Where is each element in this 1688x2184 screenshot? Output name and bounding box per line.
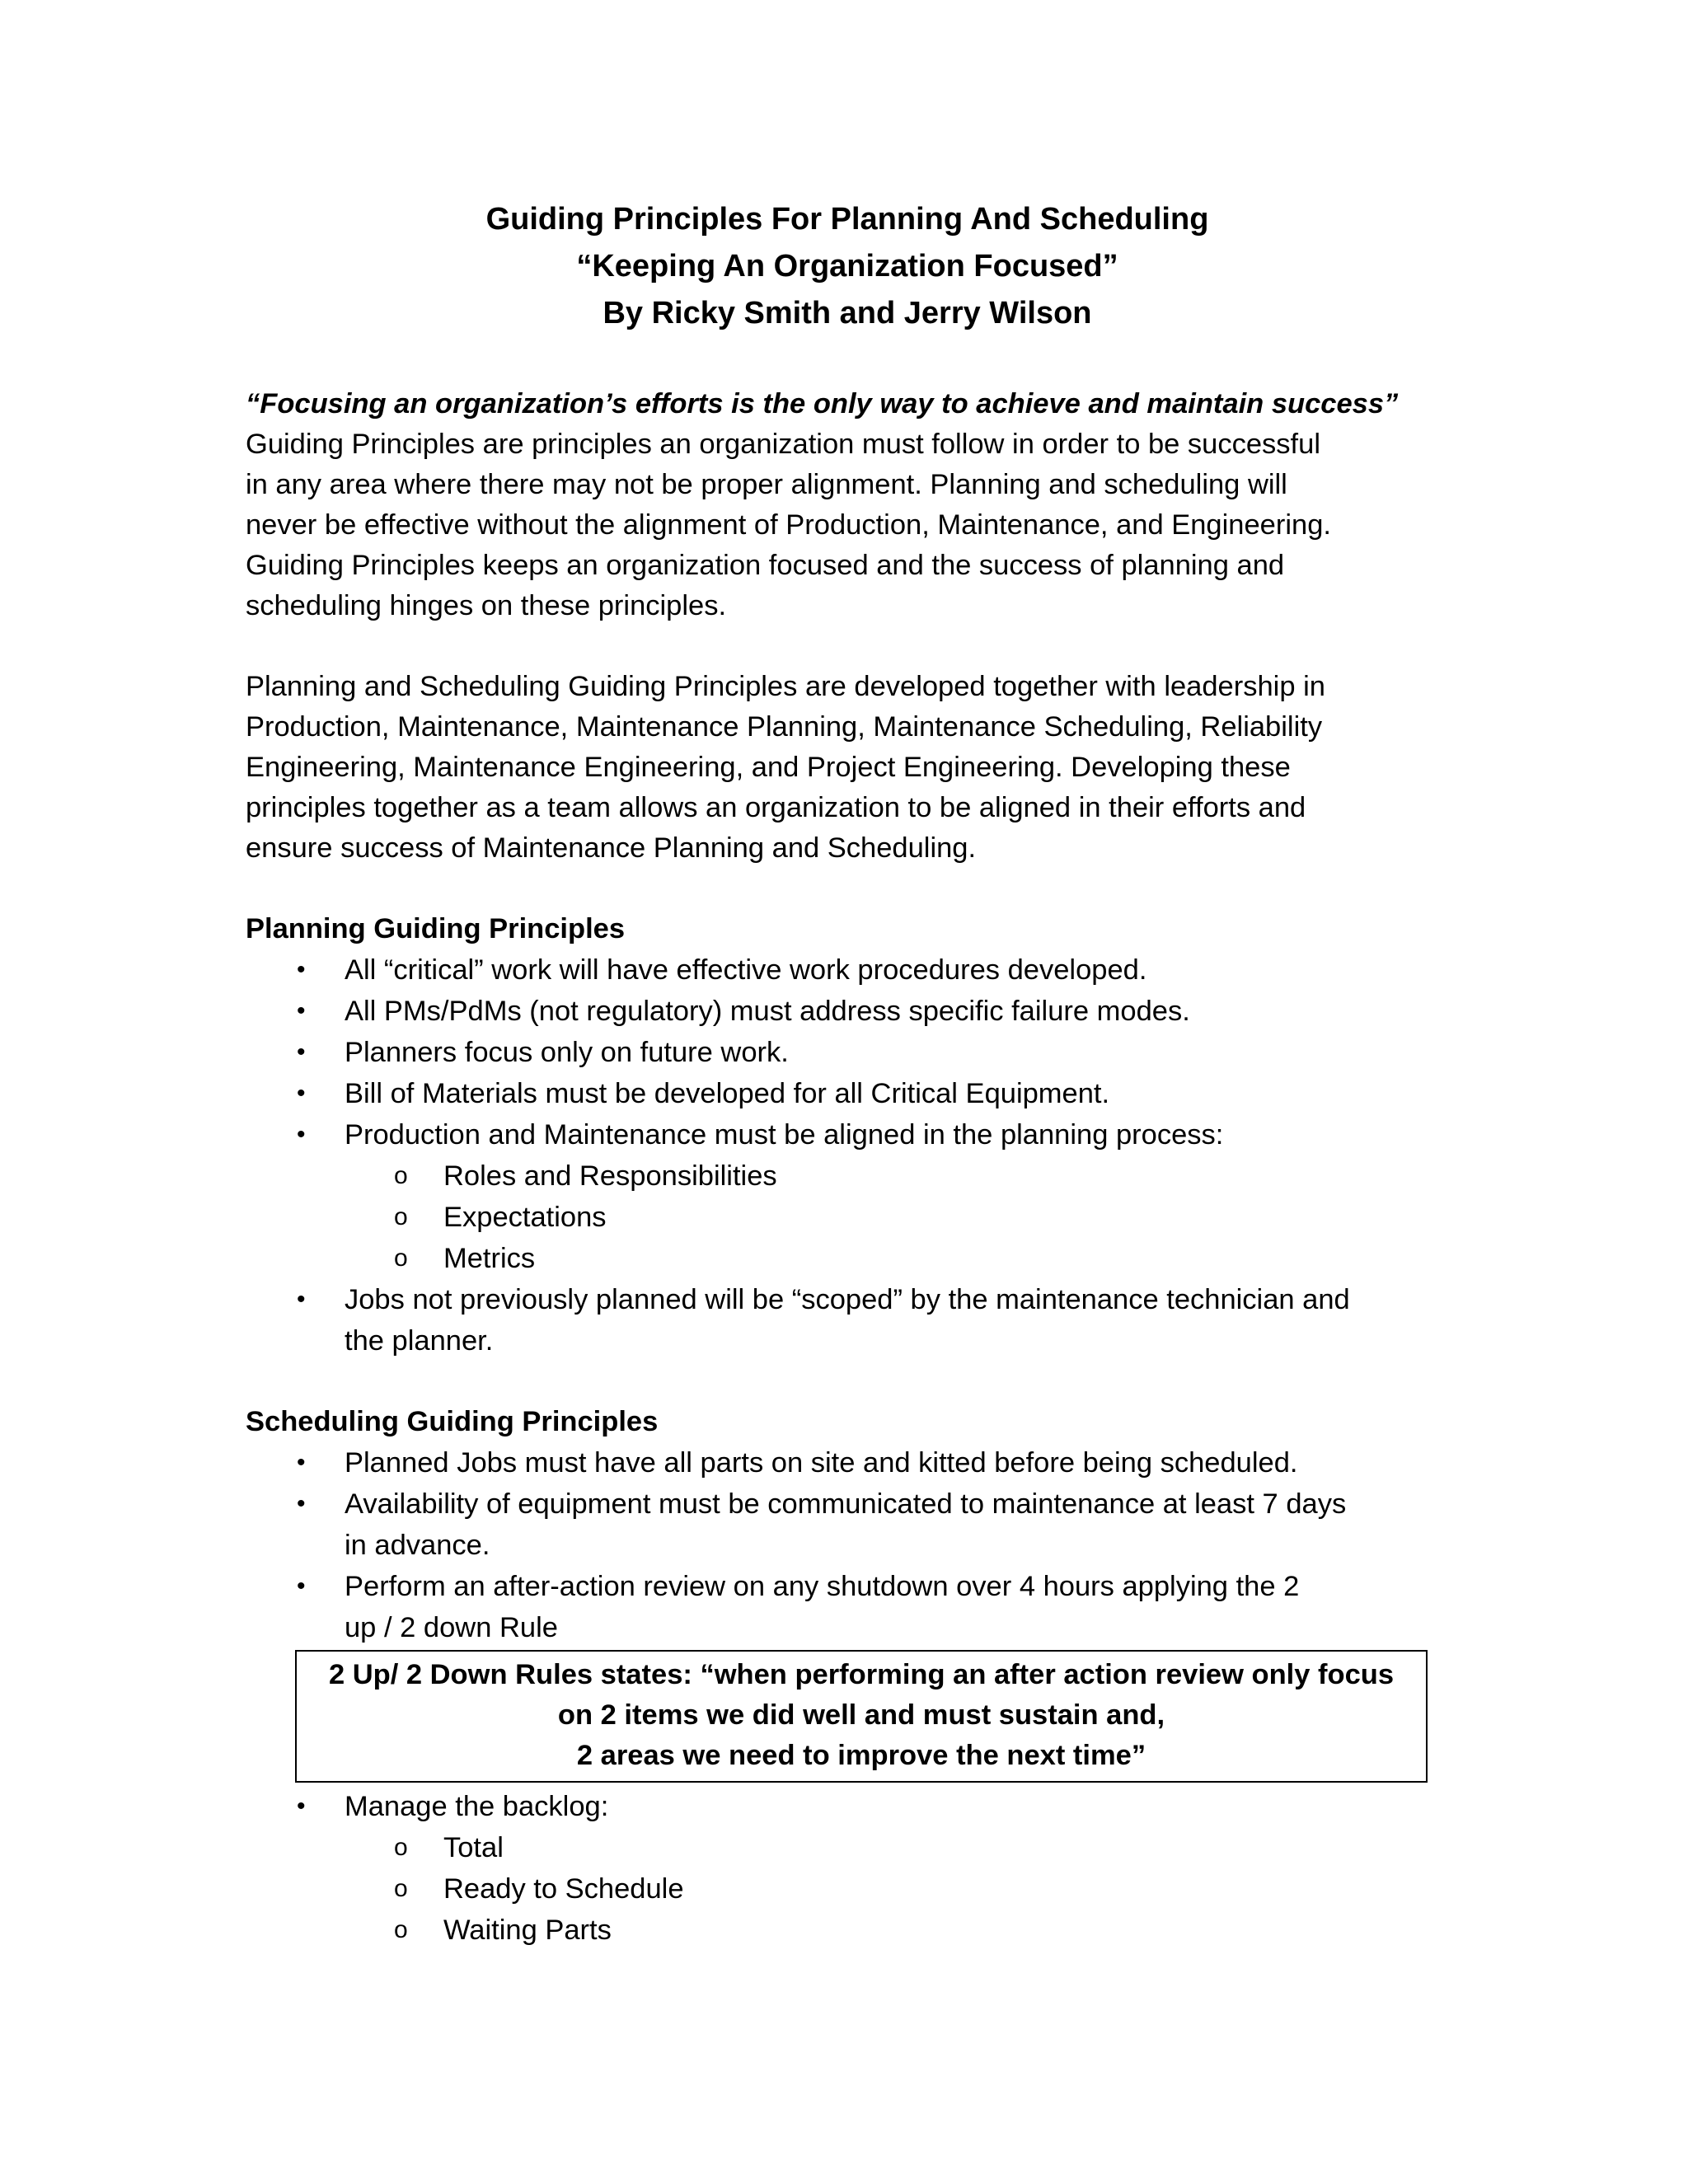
list-item-text: the planner. (345, 1325, 494, 1357)
bullet-icon: • (297, 1572, 306, 1600)
rule-line: on 2 items we did well and must sustain and, (557, 1699, 1165, 1731)
backlog-sub-list (345, 1827, 1449, 1951)
circle-bullet-icon: o (394, 1203, 408, 1230)
paragraph-line: principles together as a team allows an organization to be aligned in their efforts and (246, 792, 1306, 823)
paragraph-line: Planning and Scheduling Guiding Principles are developed together with leadership in (246, 671, 1325, 702)
list-item (246, 1786, 1449, 1827)
circle-bullet-icon: o (394, 1834, 408, 1861)
bullet-icon: • (297, 1449, 306, 1476)
bullet-icon: • (297, 1038, 306, 1066)
paragraph-line: in any area where there may not be proper alignment. Planning and scheduling will (246, 469, 1287, 500)
scheduling-heading: Scheduling Guiding Principles (246, 1406, 659, 1437)
paragraph-line: Engineering, Maintenance Engineering, and Project Engineering. Developing these (246, 752, 1291, 783)
list-item (246, 1114, 1449, 1155)
scheduling-list (246, 1442, 1449, 1648)
circle-bullet-icon: o (394, 1162, 408, 1189)
list-item-text: Planned Jobs must have all parts on site and kitted before being scheduled. (345, 1447, 1298, 1479)
paragraph-line: scheduling hinges on these principles. (246, 590, 727, 621)
list-item (246, 1483, 1449, 1566)
rule-line: 2 areas we need to improve the next time” (576, 1740, 1146, 1771)
list-item-text: up / 2 down Rule (345, 1612, 558, 1643)
list-item-text: Manage the backlog: (345, 1791, 609, 1822)
list-item (246, 1442, 1449, 1483)
sub-list-item-text: Expectations (443, 1202, 607, 1233)
sub-list-item-text: Waiting Parts (443, 1915, 612, 1946)
list-item-text: Perform an after-action review on any shutdown over 4 hours applying the 2 (345, 1571, 1300, 1602)
paragraph-line: never be effective without the alignment of Production, Maintenance, and Engineering. (246, 509, 1331, 541)
list-item-text: All PMs/PdMs (not regulatory) must address specific failure modes. (345, 996, 1190, 1027)
planning-sub-list (345, 1155, 1449, 1279)
planning-heading: Planning Guiding Principles (246, 913, 626, 944)
bullet-icon: • (297, 1490, 306, 1517)
bullet-icon: • (297, 1286, 306, 1313)
sub-list-item-text: Total (443, 1832, 504, 1863)
list-item (246, 949, 1449, 991)
bullet-icon: • (297, 1080, 306, 1107)
list-item-text: Availability of equipment must be communicated to maintenance at least 7 days (345, 1488, 1347, 1520)
sub-list-item-text: Ready to Schedule (443, 1873, 684, 1905)
paragraph-line: ensure success of Maintenance Planning and Scheduling. (246, 832, 977, 864)
sub-list-item (345, 1910, 1449, 1951)
list-item (246, 1279, 1449, 1361)
spacer (246, 626, 1449, 667)
planning-list (246, 949, 1449, 1361)
list-item (246, 1566, 1449, 1648)
bullet-icon: • (297, 1121, 306, 1148)
document-page (246, 196, 1449, 1951)
backlog-list (246, 1786, 1449, 1951)
sub-list-item (345, 1868, 1449, 1910)
paragraph-line: Guiding Principles keeps an organization focused and the success of planning and (246, 550, 1285, 581)
list-item (246, 1073, 1449, 1114)
list-item-text: Planners focus only on future work. (345, 1037, 789, 1068)
circle-bullet-icon: o (394, 1916, 408, 1943)
list-item-text: Bill of Materials must be developed for all Critical Equipment. (345, 1078, 1110, 1109)
document-subtitle: “Keeping An Organization Focused” (576, 249, 1118, 284)
title-block (246, 196, 1449, 337)
document-byline: By Ricky Smith and Jerry Wilson (603, 296, 1092, 330)
sub-list-item (345, 1197, 1449, 1238)
spacer (246, 869, 1449, 909)
sub-list-container (246, 1827, 1449, 1951)
list-item-text: in advance. (345, 1530, 490, 1561)
spacer (246, 1361, 1449, 1402)
list-item (246, 1032, 1449, 1073)
bullet-icon: • (297, 1793, 306, 1820)
list-item (246, 991, 1449, 1032)
circle-bullet-icon: o (394, 1875, 408, 1902)
circle-bullet-icon: o (394, 1244, 408, 1272)
rule-line: 2 Up/ 2 Down Rules states: “when performing an after action review only focus (328, 1659, 1395, 1690)
sub-list-item (345, 1155, 1449, 1197)
paragraph-line: Production, Maintenance, Maintenance Planning, Maintenance Scheduling, Reliability (246, 711, 1323, 743)
intro-quote: “Focusing an organization’s efforts is the only way to achieve and maintain success” (246, 388, 1399, 419)
bullet-icon: • (297, 997, 306, 1024)
sub-list-item-text: Metrics (443, 1243, 536, 1274)
sub-list-item (345, 1827, 1449, 1868)
list-item-text: Jobs not previously planned will be “scoped” by the maintenance technician and (345, 1284, 1350, 1315)
intro-paragraph-2 (246, 667, 1449, 869)
sub-list-item (345, 1238, 1449, 1279)
sub-list-item-text: Roles and Responsibilities (443, 1160, 777, 1192)
rule-callout-box (295, 1650, 1428, 1783)
sub-list-container (246, 1155, 1449, 1279)
bullet-icon: • (297, 956, 306, 983)
paragraph-line: Guiding Principles are principles an organization must follow in order to be successful (246, 429, 1320, 460)
document-title: Guiding Principles For Planning And Scheduling (485, 202, 1209, 237)
intro-paragraph-1 (246, 424, 1449, 626)
list-item-text: Production and Maintenance must be aligned in the planning process: (345, 1119, 1224, 1151)
list-item-text: All “critical” work will have effective work procedures developed. (345, 954, 1147, 986)
